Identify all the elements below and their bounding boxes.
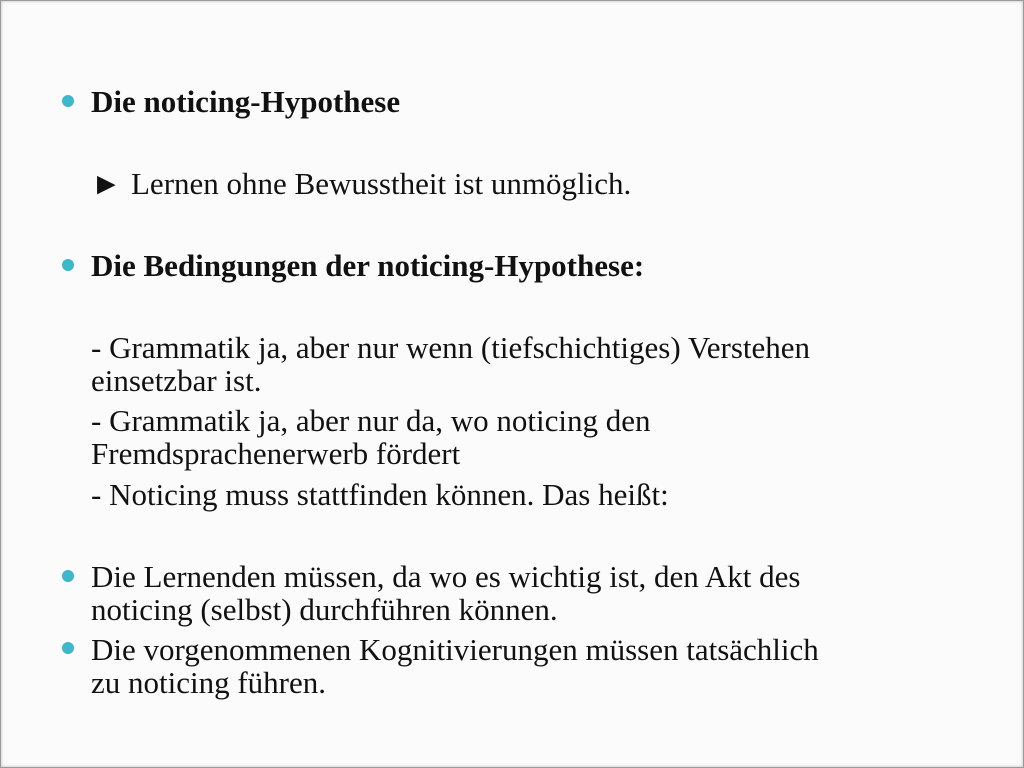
- cognitivization-point-line-1: Die vorgenommenen Kognitivierungen müssen tatsächlich: [91, 632, 819, 667]
- heading-conditions: Die Bedingungen der noticing-Hypothese:: [91, 248, 645, 283]
- bullet-dot-icon: [62, 642, 74, 654]
- learners-point-line-2: noticing (selbst) durchführen können.: [91, 592, 558, 627]
- condition-2-line-2: Fremdsprachenerwerb fördert: [91, 436, 461, 471]
- arrow-right-icon: ►: [91, 166, 122, 201]
- cognitivization-point-line-2: zu noticing führen.: [91, 665, 327, 700]
- bullet-dot-icon: [62, 259, 74, 271]
- heading-noticing-hypothesis: Die noticing-Hypothese: [91, 84, 401, 119]
- condition-1-line-1: - Grammatik ja, aber nur wenn (tiefschichtiges) Verstehen: [91, 330, 811, 365]
- learners-point-line-1: Die Lernenden müssen, da wo es wichtig ist, den Akt des: [91, 559, 801, 594]
- condition-1-line-2: einsetzbar ist.: [91, 363, 262, 398]
- arrow-statement-text: Lernen ohne Bewusstheit ist unmöglich.: [131, 166, 632, 201]
- bullet-dot-icon: [62, 570, 74, 582]
- bullet-dot-icon: [62, 95, 74, 107]
- arrow-statement: [91, 167, 631, 200]
- condition-2-line-1: - Grammatik ja, aber nur da, wo noticing den: [91, 403, 651, 438]
- condition-3: - Noticing muss stattfinden können. Das heißt:: [91, 477, 669, 512]
